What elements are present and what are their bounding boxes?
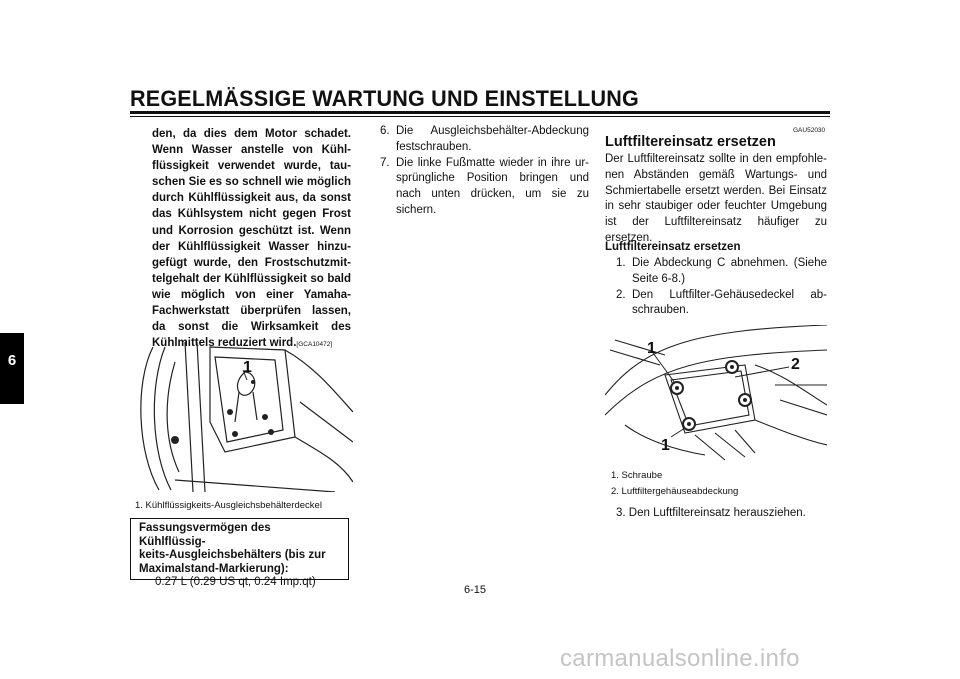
figure1-caption: 1. Kühlflüssigkeits-Ausgleichsbehälterdeckel — [135, 500, 322, 511]
list-item — [380, 124, 589, 156]
step-text: Die Ausgleichsbehälter-Abdeckung festschrauben. — [396, 125, 589, 153]
step-text: Die linke Fußmatte wieder in ihre ur-sprüngliche Position bringen und nach unten drücken, um sie zu sichern. — [396, 156, 589, 216]
middle-steps — [380, 124, 589, 219]
figure2-callout-2: 2 — [791, 356, 800, 373]
figure2-caption-2: 2. Luftfiltergehäuseabdeckung — [611, 486, 739, 497]
step-number: 7. — [380, 156, 390, 169]
step-text: Die Abdeckung C abnehmen. (Siehe Seite 6-8.) — [632, 257, 827, 285]
figure2-caption-1: 1. Schraube — [611, 470, 663, 481]
step-number: 3. — [616, 507, 626, 519]
section-title: Luftfiltereinsatz ersetzen — [605, 134, 776, 150]
list-item — [380, 156, 589, 219]
subsection-title: Luftfiltereinsatz ersetzen — [605, 241, 741, 253]
page-number: 6-15 — [464, 584, 487, 596]
air-filter-housing-illustration — [605, 325, 827, 463]
header-rule-thin — [130, 116, 830, 117]
section-code: GAU52030 — [793, 127, 826, 134]
right-steps — [616, 256, 827, 319]
step-3 — [616, 507, 806, 519]
section-intro: Der Luftfiltereinsatz sollte in den empfohle-nen Abständen gemäß Wartungs- und Schmiertabelle ersetzt werden. Bei Einsatz in sehr staubiger oder feuchter Umgebung ist der Luftfiltereinsatz häufiger zu ersetzen. — [605, 153, 827, 244]
warning-code: [GCA10472] — [296, 341, 333, 349]
figure2-callout-1a: 1 — [647, 340, 656, 357]
step-number: 6. — [380, 125, 390, 137]
warning-text — [152, 126, 351, 353]
header-rule-thick — [130, 111, 830, 114]
figure1-callout-1: 1 — [243, 359, 252, 376]
capacity-label-line3: Maximalstand-Markierung): — [139, 562, 289, 575]
step-number: 1. — [616, 257, 626, 269]
chapter-tab-label: 6 — [7, 352, 17, 369]
capacity-label-line1: Fassungsvermögen des Kühlflüssig- — [139, 522, 271, 548]
list-item — [616, 288, 827, 320]
step-text: Den Luftfiltereinsatz herausziehen. — [628, 507, 806, 519]
capacity-label-line2: keits-Ausgleichsbehälters (bis zur — [139, 549, 326, 561]
figure2-callout-1b: 1 — [661, 437, 670, 454]
capacity-box — [130, 518, 349, 588]
watermark: carmanualsonline.info — [560, 645, 800, 672]
step-number: 2. — [616, 288, 626, 301]
list-item — [616, 256, 827, 288]
step-text: Den Luftfilter-Gehäusedeckel ab-schrauben. — [632, 288, 827, 317]
page-title: REGELMÄSSIGE WARTUNG UND EINSTELLUNG — [130, 86, 639, 111]
coolant-reservoir-illustration — [135, 342, 353, 492]
capacity-value: 0.27 L (0.29 US qt, 0.24 Imp.qt) — [155, 576, 316, 588]
warning-body: den, da dies dem Motor schadet. Wenn Wasser anstelle von Kühl-flüssigkeit verwendet wurde, tau-schen Sie es so schnell wie möglich durch Kühlflüssigkeit aus, da sonst das Kühlsystem nicht gegen Frost und Korrosion geschützt ist. Wenn der Kühlflüssigkeit Wasser hinzu-gefügt wurde, den Frostschutzmit-telgehalt der Kühlflüssigkeit so bald wie möglich von einer Yamaha-Fachwerkstatt überprüfen lassen, da sonst die Wirksamkeit des Kühlmittels reduziert wird. — [152, 128, 351, 350]
